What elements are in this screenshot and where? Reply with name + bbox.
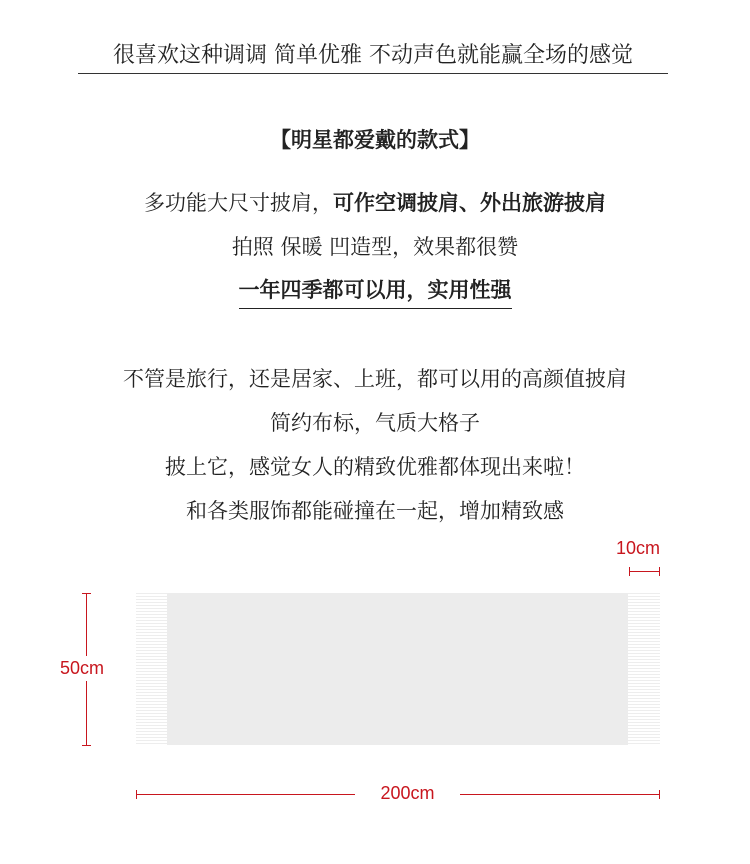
height-dimension-tick-bottom — [82, 745, 91, 746]
para2-line3: 披上它，感觉女人的精致优雅都体现出来啦！ — [165, 455, 585, 479]
para1-line1-bold: 可作空调披肩、外出旅游披肩 — [333, 191, 606, 215]
para1-line1-regular: 多功能大尺寸披肩， — [144, 191, 333, 215]
para2-line1: 不管是旅行，还是居家、上班，都可以用的高颜值披肩 — [123, 367, 627, 391]
width-label: 200cm — [355, 783, 460, 804]
width-dimension-tick-right — [659, 790, 660, 799]
para2-line4: 和各类服饰都能碰撞在一起，增加精致感 — [186, 499, 564, 523]
fringe-dimension-tick-right — [659, 567, 660, 576]
height-dimension-tick-top — [82, 593, 91, 594]
para1-line3-wrap — [0, 274, 750, 309]
scarf-body — [167, 593, 628, 745]
scarf-fringe-left — [136, 593, 167, 745]
section-title: 【明星都爱戴的款式】 — [270, 128, 480, 152]
para1-line3-emphasis: 一年四季都可以用，实用性强 — [239, 274, 512, 309]
fringe-dimension-line — [629, 571, 659, 572]
para1-line2: 拍照 保暖 凹造型，效果都很赞 — [231, 235, 519, 259]
fringe-length-label: 10cm — [616, 538, 661, 558]
width-dimension-tick-left — [136, 790, 137, 799]
fringe-dimension-tick-left — [629, 567, 630, 576]
para2-line2: 简约布标，气质大格子 — [270, 411, 480, 435]
headline: 很喜欢这种调调 简单优雅 不动声色就能赢全场的感觉 — [78, 38, 668, 74]
height-label: 50cm — [60, 656, 104, 681]
scarf-fringe-right — [628, 593, 660, 745]
para1-line1 — [0, 187, 750, 217]
